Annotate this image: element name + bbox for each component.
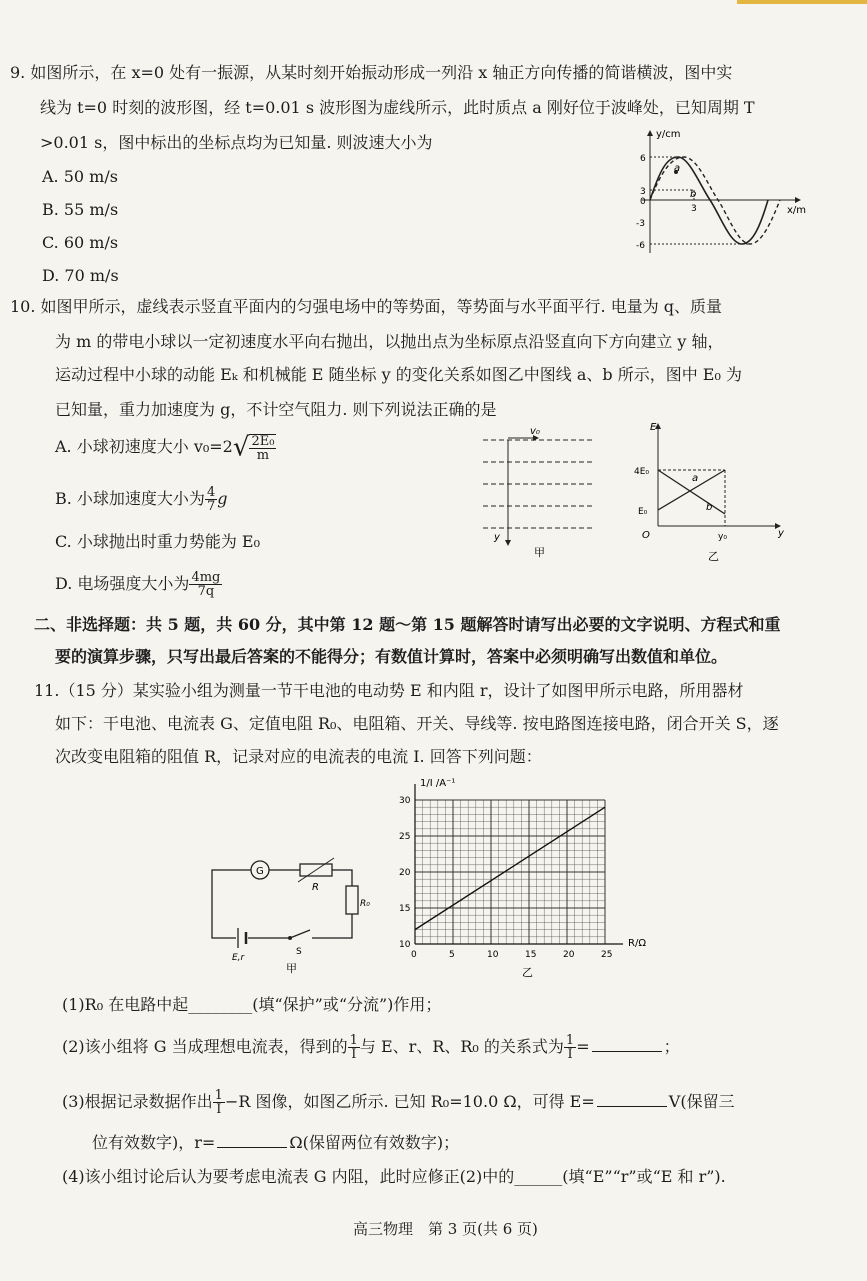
q10-option-a-text: A. 小球初速度大小 v₀=2 — [55, 437, 233, 456]
y-tick-3: 3 — [640, 187, 646, 197]
point-b-label: b — [690, 189, 697, 200]
q9-line1: 9. 如图所示，在 x=0 处有一振源，从某时刻开始振动形成一列沿 x 轴正方向传播的简谐横波，图中实 — [10, 63, 733, 82]
q11-sub3-frac-den: I — [216, 1102, 222, 1117]
q11-sub3-r-blank[interactable] — [217, 1133, 287, 1148]
q11-sub2-frac2-den: I — [567, 1047, 573, 1062]
y-tick-neg3: -3 — [636, 219, 645, 229]
q10-line2: 为 m 的带电小球以一定初速度水平向右抛出，以抛出点为坐标原点沿竖直向下方向建立 y 轴， — [55, 332, 724, 351]
fig-jia-v0: v₀ — [530, 426, 540, 437]
point-a-label: a — [674, 163, 681, 174]
q10-line1: 10. 如图甲所示，虚线表示竖直平面内的匀强电场中的等势面，等势面与水平面平行. 电量为 q、质量 — [10, 297, 723, 316]
q11-sub3-line2-pre: 位有效数字)，r= — [92, 1133, 216, 1152]
x-tick-3: 3 — [691, 204, 697, 214]
page-corner-mark — [737, 0, 867, 4]
q10-option-d-num: 4mg — [191, 570, 221, 585]
q10-option-d — [55, 566, 222, 602]
y-tick-neg6: -6 — [636, 241, 645, 251]
q11-sub3-pre: (3)根据记录数据作出 — [62, 1092, 213, 1111]
q10-option-b — [55, 481, 227, 517]
q10-option-a-den: m — [256, 447, 270, 463]
q11-circuit-diagram — [200, 848, 370, 978]
q10-option-b-tail: g — [217, 489, 228, 508]
x-tick-label: 20 — [563, 950, 575, 960]
fig-yi-caption: 乙 — [708, 550, 719, 563]
circuit-er: E,r — [232, 953, 245, 963]
q11-sub3-line2-post: Ω(保留两位有效数字)； — [289, 1133, 460, 1152]
q9-line2: 线为 t=0 时刻的波形图，经 t=0.01 s 波形图为虚线所示，此时质点 a 刚好位于波峰处，已知周期 T — [40, 98, 755, 117]
q11-sub2: (2)该小组将 G 当成理想电流表，得到的 $\frac{1}{I}$ 与 E、r、R、R₀ 的关系式为 $\frac{1}{I}$ = ； — [62, 1033, 680, 1062]
q11-sub3-frac-num: 1 — [214, 1088, 223, 1103]
q11-line2: 如下：干电池、电流表 G、定值电阻 R₀、电阻箱、开关、导线等. 按电路图连接电路，闭合开关 S，逐 — [55, 714, 779, 733]
fig-jia-caption: 甲 — [534, 546, 545, 559]
y-tick-6: 6 — [640, 154, 646, 164]
fig-yi-4e0: 4E₀ — [634, 467, 650, 477]
q10-option-b-text: B. 小球加速度大小为 — [55, 489, 205, 508]
q10-option-d-den: 7q — [197, 584, 215, 599]
q10-line3: 运动过程中小球的动能 Eₖ 和机械能 E 随坐标 y 的变化关系如图乙中图线 a、b 所示，图中 E₀ 为 — [55, 365, 742, 384]
x-tick-label: 0 — [411, 950, 417, 960]
q9-wave-graph — [622, 125, 817, 260]
chart-grid — [415, 800, 605, 944]
data-line — [415, 807, 605, 929]
q11-line1: 11.（15 分）某实验小组为测量一节干电池的电动势 E 和内阻 r，设计了如图甲所示电路，所用器材 — [34, 681, 744, 700]
q10-option-d-text: D. 电场强度大小为 — [55, 574, 190, 593]
chart-xlabel: R/Ω — [628, 938, 646, 949]
x-tick-label: 10 — [487, 950, 499, 960]
q11-chart — [370, 772, 670, 982]
q11-sub2-frac-den: I — [351, 1047, 357, 1062]
fig-yi-y0: y₀ — [718, 532, 727, 542]
q9-option-d: D. 70 m/s — [42, 266, 119, 285]
circuit-r0: R₀ — [360, 899, 370, 909]
chart-ylabel: 1/I /A⁻¹ — [420, 778, 456, 789]
y-tick-label: 20 — [399, 868, 411, 878]
q10-fig-yi — [630, 418, 790, 568]
q11-sub2-post: = — [576, 1037, 590, 1056]
fig-yi-a: a — [692, 473, 699, 484]
q11-sub3-line2 — [92, 1132, 459, 1154]
q9-line3: >0.01 s，图中标出的坐标点均为已知量. 则波速大小为 — [40, 133, 433, 152]
q10-fig-jia — [478, 420, 608, 560]
q11-sub1: (1)R₀ 在电路中起________(填“保护”或“分流”)作用； — [62, 995, 442, 1014]
r0-symbol — [346, 886, 358, 914]
q11-line3: 次改变电阻箱的阻值 R，记录对应的电流表的电流 I. 回答下列问题： — [55, 747, 542, 766]
q9-option-a: A. 50 m/s — [42, 167, 118, 186]
q10-option-a: A. 小球初速度大小 v₀=2√ $\frac{\text{2E₀}}{m}$ — [55, 432, 275, 463]
circuit-caption: 甲 — [286, 962, 297, 975]
circuit-r: R — [312, 882, 319, 893]
q11-sub3-post: V(保留三 — [668, 1092, 735, 1111]
fig-yi-b: b — [706, 502, 713, 513]
circuit-s: S — [296, 947, 302, 957]
q11-sub4: (4)该小组讨论后认为要考虑电流表 G 内阻，此时应修正(2)中的______(填“E”“r”或“E 和 r”). — [62, 1167, 726, 1186]
chart-caption: 乙 — [522, 966, 533, 979]
q11-sub2-frac2-num: 1 — [565, 1033, 575, 1048]
fig-yi-e0: E₀ — [638, 507, 648, 517]
x-tick-label: 25 — [601, 950, 613, 960]
fig-jia-y: y — [494, 532, 500, 543]
q11-sub3-mid: −R 图像，如图乙所示. 已知 R₀=10.0 Ω，可得 E= — [224, 1092, 595, 1111]
fig-yi-y-axis: y — [778, 528, 784, 539]
q10-line4: 已知量，重力加速度为 g，不计空气阻力. 则下列说法正确的是 — [55, 400, 497, 419]
y-axis-label: y/cm — [656, 129, 681, 140]
y-tick-label: 15 — [399, 904, 411, 914]
q11-sub3 — [62, 1085, 735, 1119]
q11-sub2-mid: 与 E、r、R、R₀ 的关系式为 — [359, 1037, 564, 1056]
q11-sub3-e-blank[interactable] — [597, 1092, 667, 1107]
fig-yi-e-axis: E — [650, 422, 657, 433]
q9-option-b: B. 55 m/s — [42, 200, 119, 219]
q11-sub2-pre: (2)该小组将 G 当成理想电流表，得到的 — [62, 1037, 348, 1056]
x-axis-label: x/m — [787, 205, 807, 216]
section2-line1: 二、非选择题：共 5 题，共 60 分，其中第 12 题～第 15 题解答时请写出必要的文字说明、方程式和重 — [34, 615, 781, 634]
y-tick-label: 30 — [399, 796, 411, 806]
q11-sub2-answer-blank[interactable] — [592, 1037, 662, 1052]
x-tick-label: 5 — [449, 950, 455, 960]
x-tick-label: 15 — [525, 950, 537, 960]
q10-option-b-den: 7 — [206, 499, 216, 514]
q10-option-b-num: 4 — [206, 485, 216, 500]
y-tick-label: 25 — [399, 832, 411, 842]
q10-option-c: C. 小球抛出时重力势能为 E₀ — [55, 532, 261, 551]
q9-option-c: C. 60 m/s — [42, 233, 119, 252]
page-footer: 高三物理 第 3 页(共 6 页) — [353, 1220, 538, 1238]
section2-line2: 要的演算步骤，只写出最后答案的不能得分；有数值计算时，答案中必须明确写出数值和单位。 — [55, 647, 728, 666]
q10-option-a-num: 2E₀ — [251, 433, 275, 449]
circuit-g: G — [256, 866, 264, 877]
q11-sub2-frac-num: 1 — [349, 1033, 358, 1048]
y-tick-0: 0 — [640, 197, 646, 207]
y-tick-label: 10 — [399, 940, 411, 950]
fig-yi-origin: O — [642, 530, 650, 541]
